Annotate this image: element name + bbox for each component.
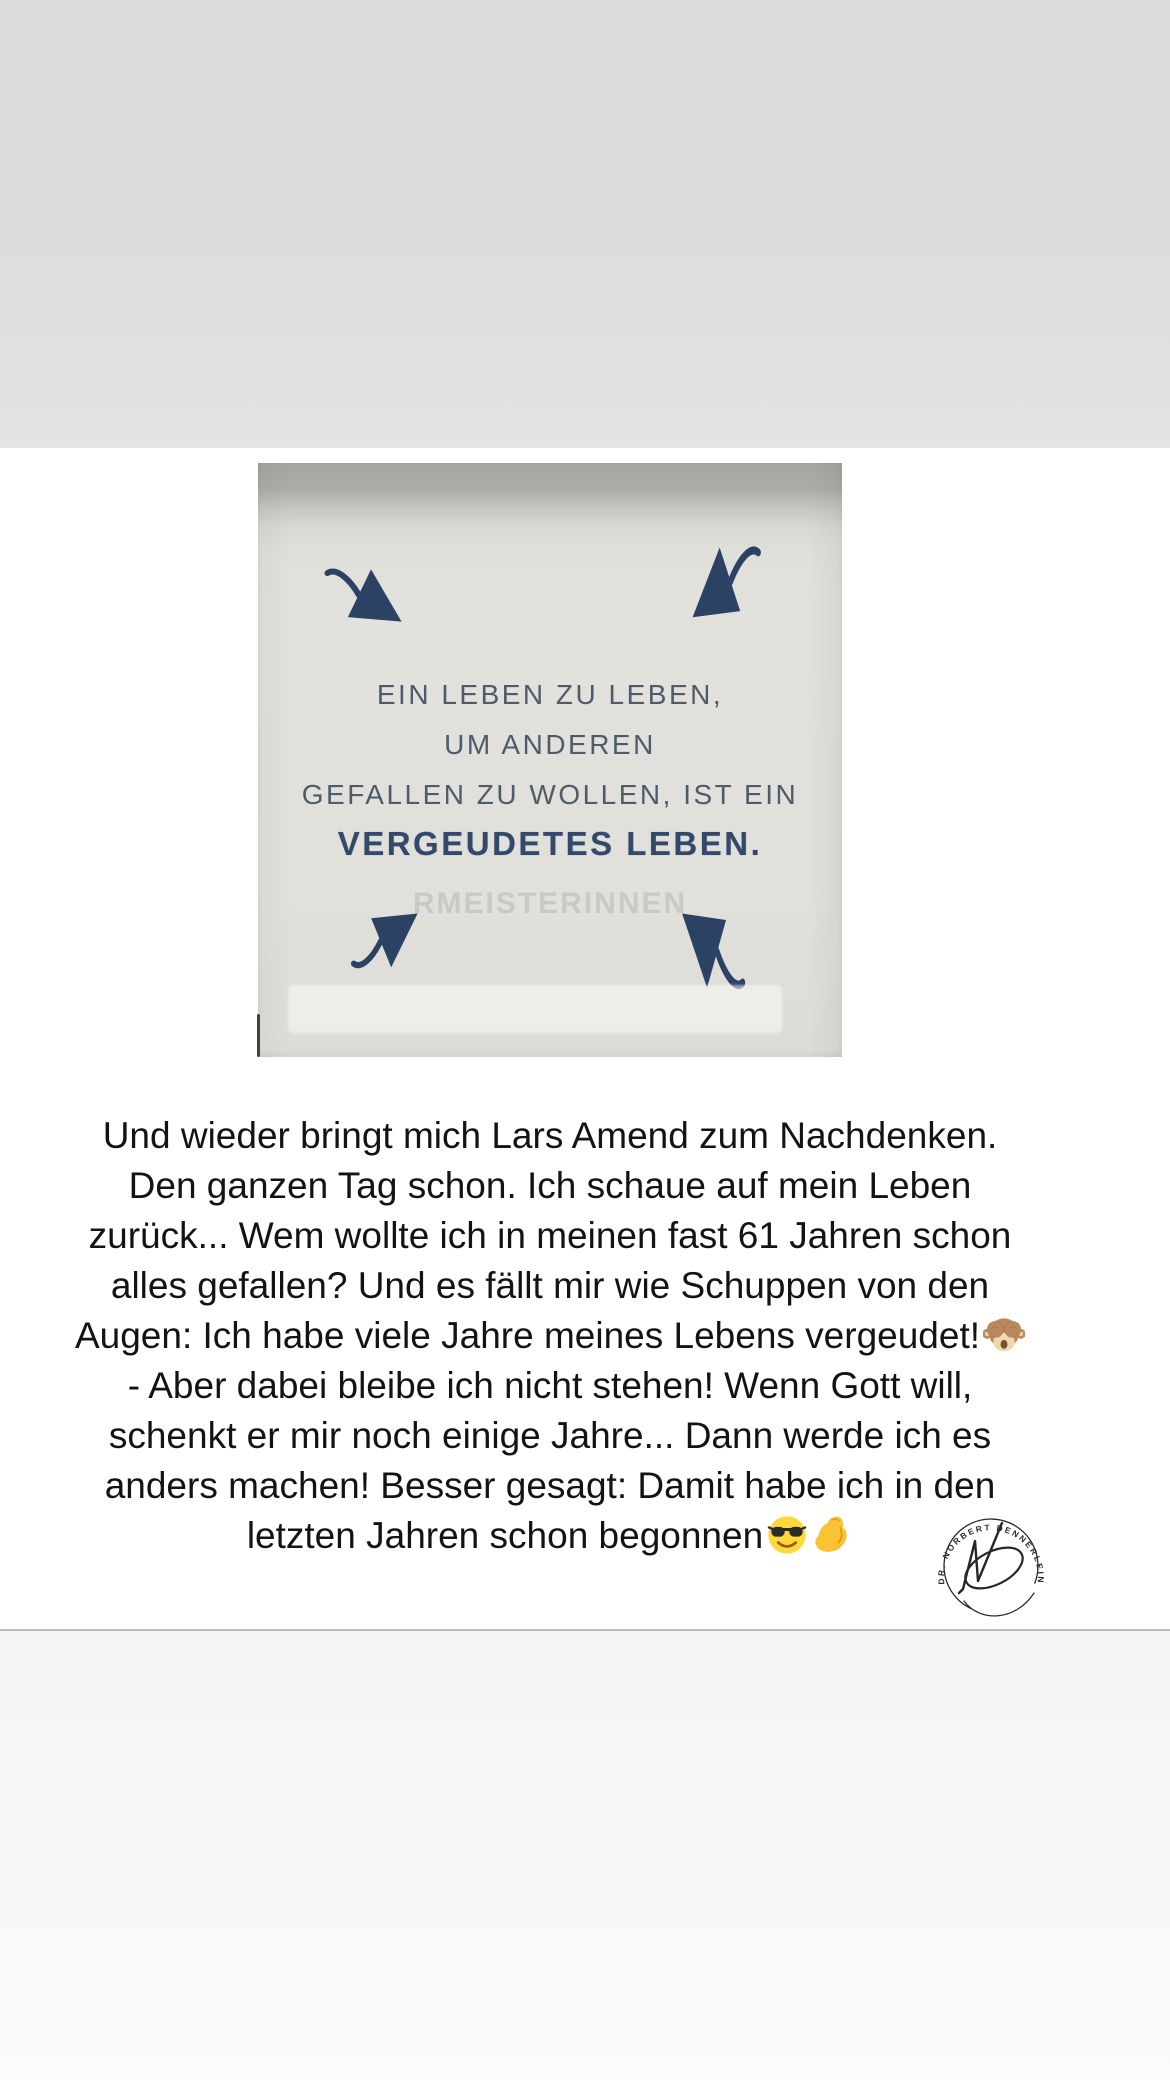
dr-norbert-dennerlein-stamp-logo bbox=[930, 1505, 1052, 1627]
svg-text:DR. NORBERT DENNERLEIN bbox=[936, 1522, 1046, 1585]
caption-line: alles gefallen? Und es fällt mir wie Schuppen von den bbox=[110, 1265, 990, 1306]
page-edge-mark bbox=[257, 1014, 260, 1057]
caption-line: letzten Jahren schon begonnen bbox=[0, 1511, 1100, 1561]
quote-photo-card bbox=[258, 463, 842, 1057]
bleed-through-ghost-text: RMEISTERINNEN bbox=[412, 887, 688, 920]
arrow-down-right-icon bbox=[321, 563, 409, 629]
caption-line: - Aber dabei bleibe ich nicht stehen! Wenn Gott will, bbox=[127, 1365, 973, 1406]
caption-line: Und wieder bringt mich Lars Amend zum Nachdenken. bbox=[102, 1115, 998, 1156]
bottom-area bbox=[0, 1631, 1170, 2080]
quote-line: GEFALLEN ZU WOLLEN, IST EIN bbox=[301, 779, 799, 810]
flexed-biceps-emoji bbox=[811, 1514, 853, 1556]
caption-line: schenkt er mir noch einige Jahre... Dann werde ich es bbox=[108, 1415, 992, 1456]
faded-highlight-bar bbox=[288, 985, 782, 1033]
quote-text-block bbox=[258, 670, 842, 869]
caption-line: Augen: Ich habe viele Jahre meines Lebens vergeudet! bbox=[0, 1311, 1100, 1361]
caption-line: Den ganzen Tag schon. Ich schaue auf mein Leben bbox=[128, 1165, 972, 1206]
logo-ring-text: DR. NORBERT DENNERLEIN bbox=[935, 1522, 1047, 1585]
quote-line: EIN LEBEN ZU LEBEN, bbox=[376, 679, 724, 710]
arrow-down-left-icon bbox=[686, 539, 764, 627]
see-no-evil-monkey-emoji bbox=[983, 1314, 1025, 1356]
caption-line: anders machen! Besser gesagt: Damit habe ich in den bbox=[104, 1465, 996, 1506]
top-gray-band bbox=[0, 0, 1170, 448]
smiling-face-with-sunglasses-emoji bbox=[766, 1514, 808, 1556]
quote-line: UM ANDEREN bbox=[444, 729, 656, 760]
post-caption bbox=[0, 1111, 1100, 1561]
quote-emphasis-line: VERGEUDETES LEBEN. bbox=[337, 825, 763, 862]
caption-line: zurück... Wem wollte ich in meinen fast 61 Jahren schon bbox=[88, 1215, 1012, 1256]
